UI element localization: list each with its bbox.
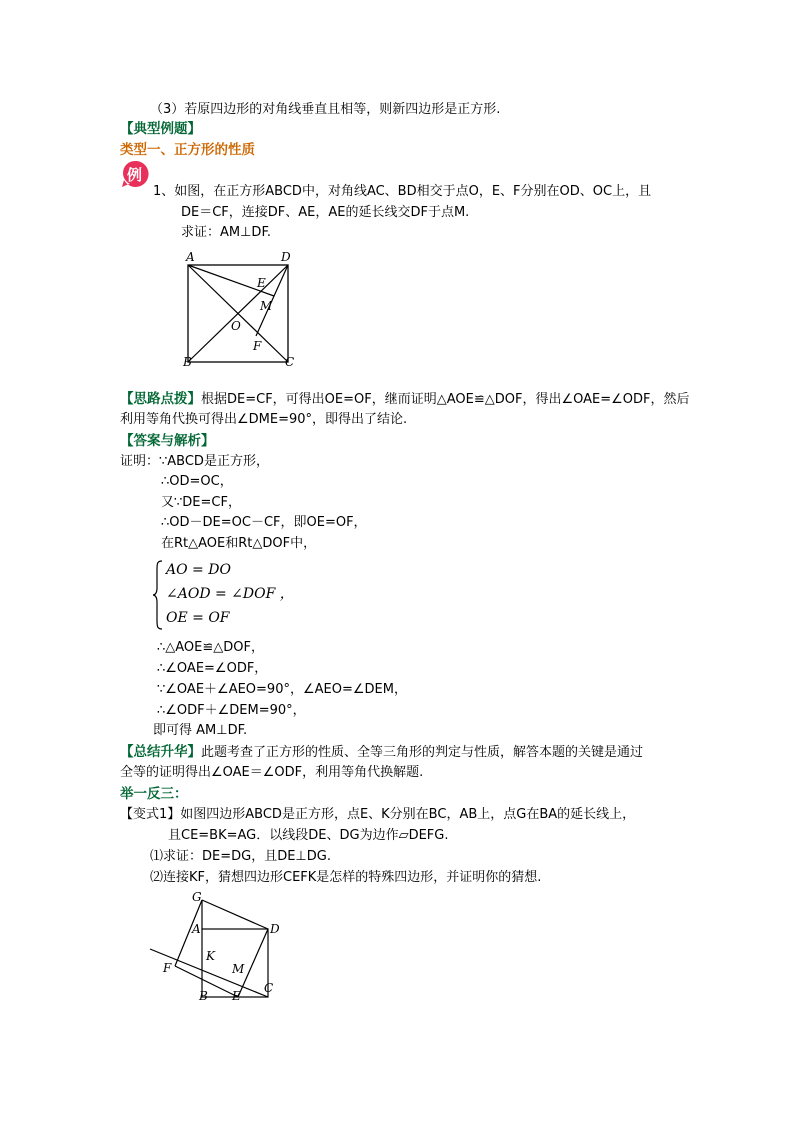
system-brace (152, 560, 164, 630)
answer-line-4: ∴OD－DE=OC－CF，即OE=OF， (161, 515, 367, 530)
segment-gd (202, 900, 268, 929)
system-line-1: AO = DO (166, 562, 231, 578)
answer-line-3: 又∵DE=CF， (161, 495, 241, 510)
figure-variant1 (148, 888, 288, 1006)
hint-line-2: 利用等角代换可得出∠DME=90°，即得出了结论. (120, 412, 408, 427)
summary-text-1: 此题考查了正方形的性质、全等三角形的判定与性质，解答本题的关键是通过 (201, 745, 644, 760)
hint-text-1: 根据DE=CF，可得出OE=OF，继而证明△AOE≌△DOF，得出∠OAE=∠ODF，然后 (201, 392, 690, 407)
system-line-3: OE = OF (166, 610, 230, 626)
question-1: ⑴求证：DE=DG，且DE⊥DG. (150, 849, 331, 864)
label2-g: G (192, 890, 202, 904)
example-badge-label: 例 (127, 166, 143, 184)
summary-line-2: 全等的证明得出∠OAE＝∠ODF，利用等角代换解题. (120, 765, 424, 780)
answer-line-2: ∴OD=OC， (161, 474, 233, 489)
answer-line-10: 即可得 AM⊥DF. (153, 723, 248, 738)
variant1-line-1: 【变式1】如图四边形ABCD是正方形，点E、K分别在BC，AB上，点G在BA的延长线上， (120, 807, 636, 822)
label2-b: B (199, 989, 208, 1003)
answer-line-7: ∴∠OAE=∠ODF， (157, 661, 268, 676)
example1-line-2: DE＝CF，连接DF、AE，AE的延长线交DF于点M. (181, 205, 470, 220)
label-e: E (257, 276, 266, 290)
type-title: 类型一、正方形的性质 (120, 142, 255, 158)
answer-tag: 【答案与解析】 (120, 433, 215, 449)
label-c: C (285, 355, 295, 369)
practice-heading: 举一反三： (120, 786, 188, 802)
label2-c: C (264, 981, 274, 995)
answer-line-1: 证明：∵ABCD是正方形， (120, 454, 269, 469)
summary-tag: 【总结升华】 (120, 744, 201, 760)
label-m: M (260, 299, 273, 313)
label2-k: K (206, 949, 215, 963)
example-badge (121, 160, 149, 188)
intro-line-3: （3）若原四边形的对角线垂直且相等，则新四边形是正方形. (150, 102, 501, 117)
label2-e: E (232, 989, 241, 1003)
answer-line-9: ∴∠ODF＋∠DEM=90°， (157, 703, 306, 718)
variant1-line-2: 且CE=BK=AG．以线段DE、DG为边作▱DEFG. (168, 828, 449, 843)
answer-line-5: 在Rt△AOE和Rt△DOF中， (161, 536, 317, 551)
label2-d: D (270, 922, 280, 936)
label2-a: A (192, 922, 201, 936)
label-d: D (281, 250, 291, 264)
section-heading: 【典型例题】 (120, 121, 201, 137)
figure-square-abcd (180, 248, 300, 370)
label-f: F (253, 339, 262, 353)
label2-m: M (232, 962, 245, 976)
hint-tag: 【思路点拨】 (120, 391, 201, 407)
hint-line-1 (120, 391, 689, 408)
label-b: B (183, 355, 192, 369)
question-2: ⑵连接KF，猜想四边形CEFK是怎样的特殊四边形，并证明你的猜想. (150, 870, 542, 885)
example1-prove: 求证：AM⊥DF. (181, 225, 271, 240)
summary-line-1 (120, 744, 643, 761)
label-o: O (231, 319, 241, 333)
system-line-2: ∠AOD = ∠DOF ， (166, 586, 294, 602)
label-a: A (186, 250, 195, 264)
example1-line-1: 1、如图，在正方形ABCD中，对角线AC、BD相交于点O，E、F分别在OD、OC上，且 (153, 184, 652, 199)
label2-f: F (163, 961, 172, 975)
answer-line-8: ∵∠OAE＋∠AEO=90°，∠AEO=∠DEM， (157, 682, 407, 697)
answer-line-6: ∴△AOE≌△DOF， (157, 640, 264, 655)
